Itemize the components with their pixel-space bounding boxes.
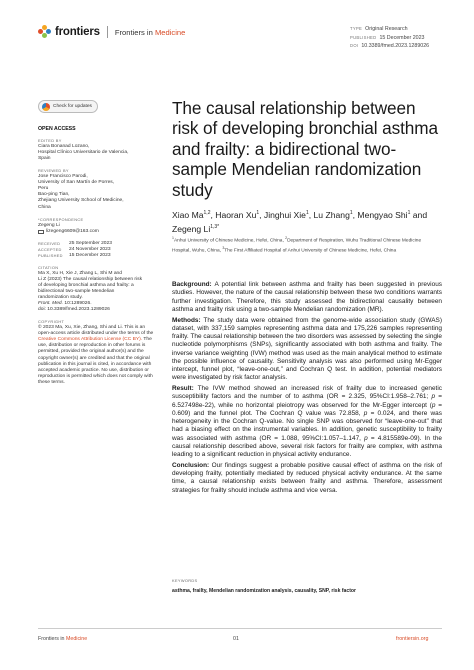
copyright: © 2023 Ma, Xu, Xie, Zhang, Shi and Li. This is an open-access article distributed under the terms of the Creative Commons Attribution License (CC BY). The use, distribution or reproduction in other forums is permitted, provided the original author(s) and the copyright owner(s) are credited and that the original publication in this journal is cited, in accordance with accepted academic practice. No use, distribution or reproduction is permitted which does not comply with these terms. — [38, 325, 154, 385]
author: Xiao Ma — [172, 209, 204, 220]
citation-journal: Front. Med. 10:1289026. — [38, 301, 92, 307]
brand-divider — [107, 26, 108, 38]
author: Jinghui Xie — [263, 209, 306, 220]
update-icon — [42, 103, 50, 111]
abstract-background: Background: A potential link between asthma and frailty has been suggested in previous studies. However, the nature of the causal relationship between these two conditions warrants further investigation. Therefore, this study assessed the bidirectional causality between asthma and frailty risk using a two-sample Mendelian randomization (MR). — [172, 281, 442, 313]
abstract — [172, 281, 442, 497]
check-for-updates-button[interactable]: Check for updates — [38, 100, 98, 113]
footer-divider — [38, 628, 442, 629]
frontiers-logo-icon — [38, 25, 52, 39]
article-meta: TYPE Original Research PUBLISHED 15 December 2023 DOI 10.3389/fmed.2023.1289026 — [350, 26, 430, 50]
reviewers: Jose Francisco Parodi, University of San Martín de Porres, Peru Bao-ping Tian, Zhejiang University School of Medicine, China — [38, 174, 124, 210]
citation: Ma X, Xu H, Xie J, Zhang L, Shi M and Li Z (2023) The causal relationship between risk of developing bronchial asthma and frailty: a bidirectional two-sample Mendelian randomization study. — [38, 270, 143, 301]
footer-journal: Frontiers in Medicine — [38, 636, 88, 642]
abstract-methods: Methods: The study data were obtained from the genome-wide association study (GWAS) dataset, with 337,159 samples representing asthma data and 175,226 samples representing frailty. The causal relationship between the two disorders was assessed by selecting the single nucleotide polymorphisms (SNPs), significantly associated with both asthma and frailty. The inverse variance weighting (IVW) method was used as the main analytical method to estimate the possible influence of causality. Sensitivity analysis was also performed using Mr-Egger intercept, funnel plot, “leave-one-out,” and Cochran Q test. In addition, potential mediators were investigated by risk factor analysis. — [172, 316, 442, 382]
published-date: 15 December 2023 — [379, 34, 425, 41]
page-number: 01 — [233, 636, 239, 642]
abstract-conclusion: Conclusion: Our findings suggest a probable positive causal effect of asthma on the risk of developing frailty, potentially mediated by reduced physical activity endurance. At the same time, a causal relationship exists between frailty and asthma. Therefore, assessment strategies for frailty should include asthma and vice versa. — [172, 461, 442, 494]
author: Mengyao Shi — [357, 209, 408, 220]
author-list: Xiao Ma$^{1,2}$, Haoran Xu$^1$, Jinghui Xie$^1$, Lu Zhang$^1$, Mengyao Shi$^1$ and Zegeng $Li^{1,3*}$ — [172, 209, 428, 234]
mail-icon — [38, 230, 44, 234]
keywords: asthma, frailty, Mendelian randomization analysis, causality, SNP, risk factor — [172, 588, 357, 594]
correspondence-name: Zegeng Li — [38, 222, 60, 228]
abstract-result: Result: The IVW method showed an increased risk of frailty due to increased genetic susceptibility factors and the number of to asthma (OR = 2.325, 95%CI:1.958–2.761; p = 6.527498e-22), while no horizontal pleiotropy was observed for the Mr-Egger intercept (p = 0.609) and the funnel plot. The Cochran Q value was 72.858, p = 0.024, and there was heterogeneity in the Cochran Q-value. No single SNP was observed for “leave-one-out” that had a biasing effect on the instrumental variables. In addition, genetic susceptibility to frailty was associated with asthma (OR = 1.088, 95%CI:1.057–1.147, p = 4.815589e-09). In the causal relationship described above, several risk factors for frailty are complex, with asthma leading to a significant reduction in physical activity endurance. — [172, 385, 443, 458]
author: Zegeng Li — [172, 223, 211, 234]
keywords-label: KEYWORDS — [172, 578, 198, 583]
copyright-label: COPYRIGHT — [38, 319, 65, 325]
correspondence-label: *CORRESPONDENCE — [38, 216, 84, 222]
journal-brand[interactable] — [38, 24, 185, 40]
affiliations: $^1$Anhui University of Chinese Medicine, Hefei, China, $^2$Department of Respiration, Wuhu Traditional Chinese Medicine Hospital, Wuhu, China, $^3$The First Affiliated Hospital of Anhui University of Chinese Medicine, Hefei, China — [172, 236, 422, 254]
citation-label: CITATION — [38, 264, 59, 270]
correspondence-email[interactable]: lizegeng6609@163.com — [46, 228, 99, 234]
reviewed-by-label: REVIEWED BY — [38, 168, 69, 174]
open-access-label: OPEN ACCESS — [38, 126, 76, 132]
doi[interactable]: 10.3389/fmed.2023.1289026 — [361, 43, 430, 50]
editor: Ciara Bonanad Lozano, Hospital Clínico Universitario de Valencia, Spain — [38, 144, 129, 162]
author: Haoran Xu — [215, 209, 257, 220]
author: Lu Zhang — [313, 209, 350, 220]
article-sidebar — [38, 126, 158, 386]
journal-name: Frontiers in Medicine — [114, 27, 186, 37]
brand-name: frontiers — [55, 26, 100, 38]
article-title: The causal relationship between risk of developing bronchial asthma and frailty: a bidirectional two-sample Mendelian randomization study — [172, 98, 438, 200]
footer-site-link[interactable]: frontiersin.org — [396, 636, 429, 642]
article-type: Original Research — [365, 26, 408, 32]
cc-license-link[interactable]: Creative Commons Attribution License (CC BY). — [38, 337, 143, 343]
published-date-left: 15 December 2023 — [69, 252, 111, 258]
accepted-date: 24 November 2023 — [69, 246, 111, 252]
article-dates: RECEIVED 25 September 2023 ACCEPTED 24 November 2023 PUBLISHED 15 December 2023 — [38, 240, 112, 258]
edited-by-label: EDITED BY — [38, 138, 62, 144]
received-date: 25 September 2023 — [69, 240, 112, 246]
citation-doi[interactable]: doi: 10.3389/fmed.2023.1289026 — [38, 307, 110, 313]
